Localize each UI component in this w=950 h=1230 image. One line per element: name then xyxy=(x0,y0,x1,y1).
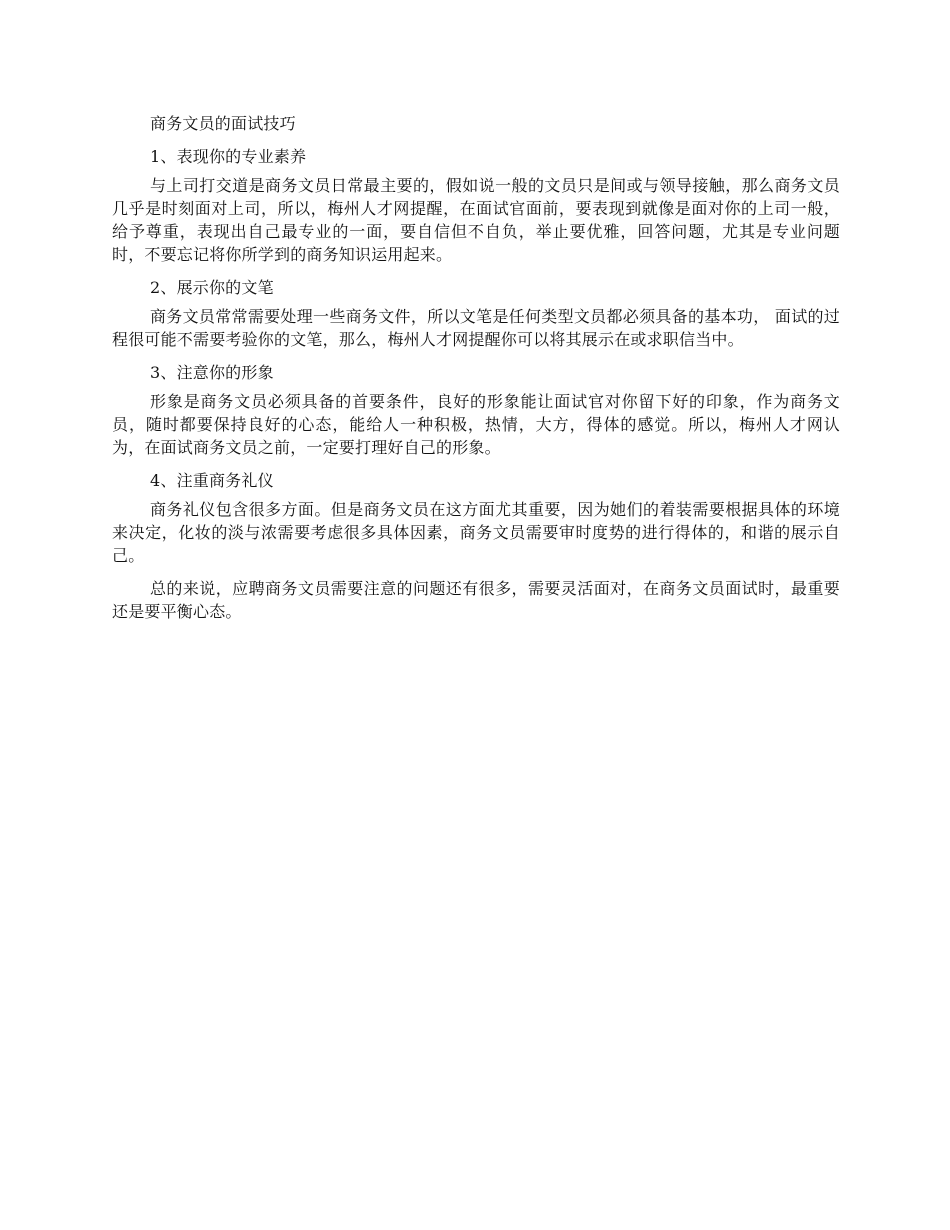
section-heading-3: 3、注意你的形象 xyxy=(150,363,274,382)
section-body-2: 商务文员常常需要处理一些商务文件，所以文笔是任何类型文员都必须具备的基本功， 面试的过程很可能不需要考验你的文笔，那么，梅州人才网提醒你可以将其展示在或求职信当中。 xyxy=(112,307,840,349)
section-heading-1: 1、表现你的专业素养 xyxy=(150,147,307,166)
section-heading-4: 4、注重商务礼仪 xyxy=(150,471,274,490)
document-title: 商务文员的面试技巧 xyxy=(150,114,296,133)
document-page xyxy=(112,112,840,633)
section-body-3: 形象是商务文员必须具备的首要条件，良好的形象能让面试官对你留下好的印象，作为商务文员，随时都要保持良好的心态，能给人一种积极，热情，大方，得体的感觉。所以，梅州人才网认为，在面试商务文员之前，一定要打理好自己的形象。 xyxy=(112,392,840,457)
section-body-1: 与上司打交道是商务文员日常最主要的，假如说一般的文员只是间或与领导接触，那么商务文员几乎是时刻面对上司，所以，梅州人才网提醒，在面试官面前，要表现到就像是面对你的上司一般，给予尊重，表现出自己最专业的一面，要自信但不自负，举止要优雅，回答问题，尤其是专业问题时，不要忘记将你所学到的商务知识运用起来。 xyxy=(112,176,840,264)
section-body-4: 商务礼仪包含很多方面。但是商务文员在这方面尤其重要，因为她们的着装需要根据具体的环境来决定，化妆的淡与浓需要考虑很多具体因素，商务文员需要审时度势的进行得体的，和谐的展示自己。 xyxy=(112,500,840,565)
section-heading-2: 2、展示你的文笔 xyxy=(150,278,274,297)
conclusion-paragraph: 总的来说，应聘商务文员需要注意的问题还有很多，需要灵活面对，在商务文员面试时，最重要还是要平衡心态。 xyxy=(112,579,840,621)
